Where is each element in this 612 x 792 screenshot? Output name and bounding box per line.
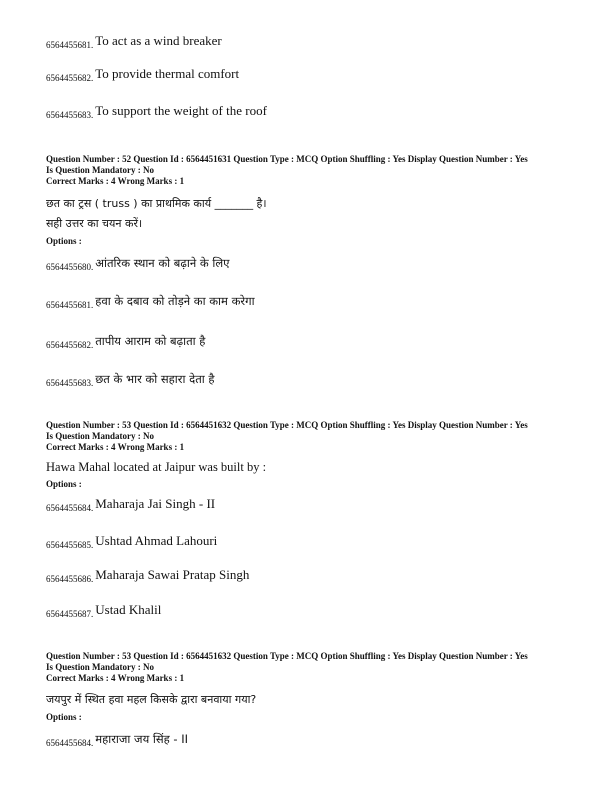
option-text: To support the weight of the roof [95,103,267,118]
option-row [46,32,222,50]
question-meta-line: Correct Marks : 4 Wrong Marks : 1 [46,442,185,452]
option-text: आंतरिक स्थान को बढ़ाने के लिए [95,256,230,270]
option-id: 6564455687. [46,609,94,619]
option-text: Ustad Khalil [95,602,162,617]
option-row [46,370,215,388]
option-row [46,254,229,272]
option-text: छत के भार को सहारा देता है [95,372,215,386]
question-meta-line: Is Question Mandatory : No [46,165,155,175]
option-text: हवा के दबाव को तोड़ने का काम करेगा [95,294,255,308]
option-text: Ushtad Ahmad Lahouri [95,533,218,548]
question-meta-line: Correct Marks : 4 Wrong Marks : 1 [46,176,185,186]
option-text: महाराजा जय सिंह - II [95,732,189,746]
option-text: To provide thermal comfort [95,66,240,81]
option-id: 6564455683. [46,378,94,388]
question-meta-line: Question Number : 52 Question Id : 6564451631 Question Type : MCQ Option Shuffling : Yes Display Question Number : Yes [46,154,528,164]
option-row [46,102,267,120]
question-meta-line: Is Question Mandatory : No [46,431,155,441]
option-row [46,495,215,513]
option-row [46,566,249,584]
option-id: 6564455683. [46,110,94,120]
option-id: 6564455684. [46,738,94,748]
option-row [46,532,217,550]
question-text: Hawa Mahal located at Jaipur was built by : [46,460,267,474]
question-meta [46,154,572,187]
option-id: 6564455684. [46,503,94,513]
option-row [46,601,161,619]
option-row [46,292,255,310]
option-id: 6564455681. [46,40,94,50]
question-instruction: सही उत्तर का चयन करें। [46,217,143,230]
option-row [46,332,205,350]
question-meta-line: Correct Marks : 4 Wrong Marks : 1 [46,673,185,683]
option-text: Maharaja Jai Singh - II [95,496,216,511]
question-meta-line: Question Number : 53 Question Id : 6564451632 Question Type : MCQ Option Shuffling : Yes Display Question Number : Yes [46,420,528,430]
question-text: छत का ट्रस ( truss ) का प्राथमिक कार्य _______ है। [46,197,267,210]
question-meta [46,420,572,453]
option-id: 6564455680. [46,262,94,272]
option-text: To act as a wind breaker [95,33,222,48]
options-label: Options : [46,479,82,489]
option-id: 6564455686. [46,574,94,584]
option-text: Maharaja Sawai Pratap Singh [95,567,250,582]
option-id: 6564455682. [46,73,94,83]
option-row [46,65,239,83]
question-meta-line: Question Number : 53 Question Id : 6564451632 Question Type : MCQ Option Shuffling : Yes Display Question Number : Yes [46,651,528,661]
question-text: जयपुर में स्थित हवा महल किसके द्वारा बनवाया गया? [46,693,257,706]
question-meta-line: Is Question Mandatory : No [46,662,155,672]
option-id: 6564455682. [46,340,94,350]
option-text: तापीय आराम को बढ़ाता है [95,334,206,348]
option-id: 6564455681. [46,300,94,310]
option-id: 6564455685. [46,540,94,550]
options-label: Options : [46,712,82,722]
option-row [46,730,188,748]
question-meta [46,651,572,684]
options-label: Options : [46,236,82,246]
